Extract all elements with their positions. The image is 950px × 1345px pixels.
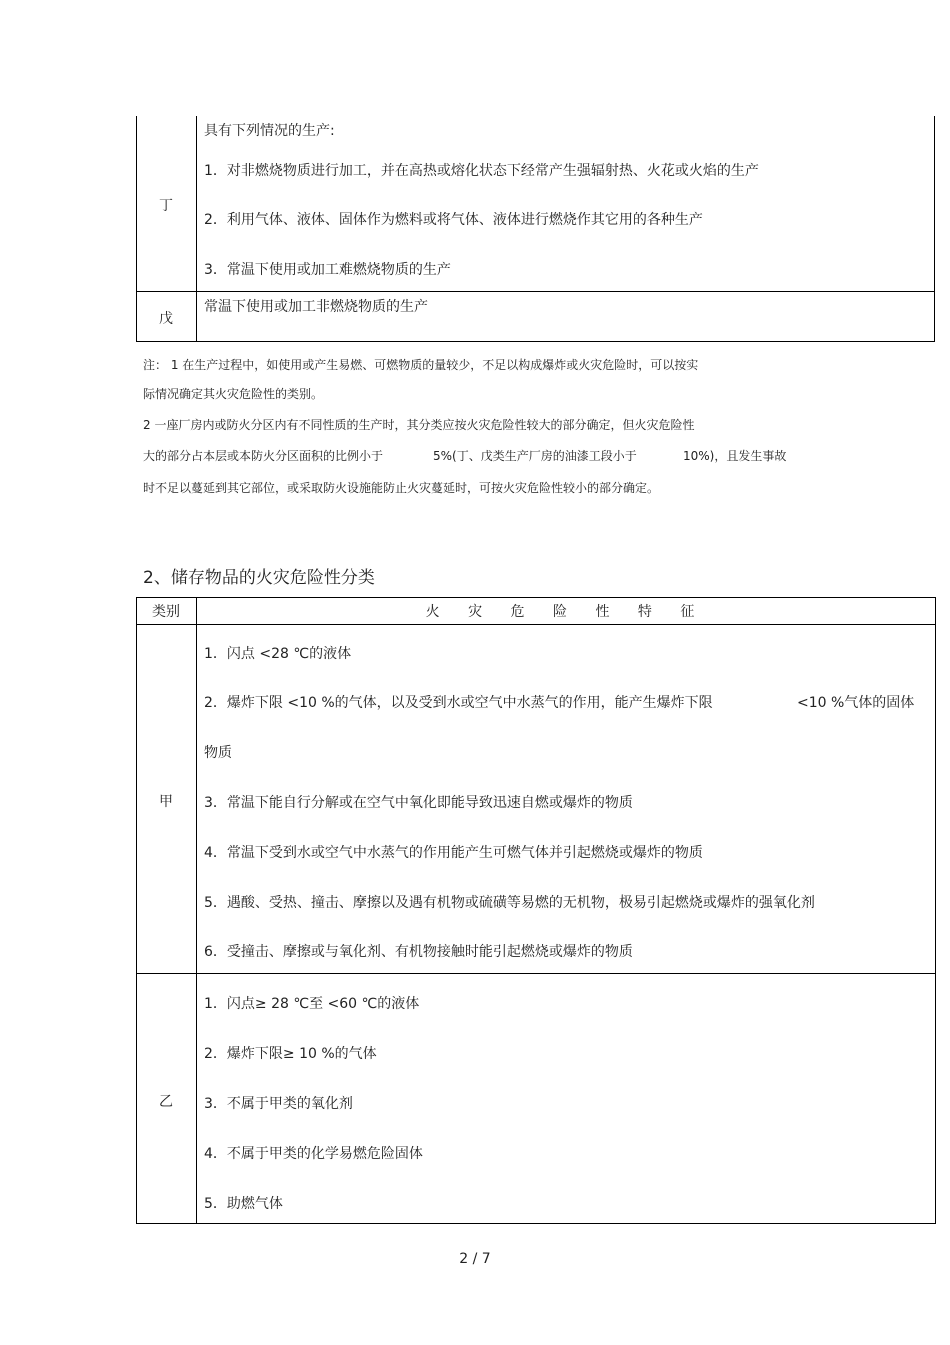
jia-item-1: 1．闪点 <28 ℃的液体	[204, 646, 352, 662]
header-category: 类别	[152, 604, 180, 620]
row-divider	[136, 973, 936, 974]
category-wu: 戊	[159, 311, 173, 327]
note-line-1: 注： 1 在生产过程中，如使用或产生易燃、可燃物质的量较少，不足以构成爆炸或火灾危险时，可以按实	[143, 358, 699, 372]
yi-item-4: 4．不属于甲类的化学易燃危险固体	[204, 1146, 423, 1162]
yi-item-5: 5．助燃气体	[204, 1196, 283, 1212]
note-line-5: 时不足以蔓延到其它部位，或采取防火设施能防止火灾蔓延时，可按火灾危险性较小的部分确定。	[143, 481, 660, 495]
jia-item-5: 5．遇酸、受热、撞击、摩擦以及遇有机物或硫磺等易燃的无机物，极易引起燃烧或爆炸的强氧化剂	[204, 895, 815, 911]
ding-intro: 具有下列情况的生产:	[204, 123, 335, 139]
yi-item-2: 2．爆炸下限≥ 10 %的气体	[204, 1046, 377, 1062]
category-yi: 乙	[159, 1094, 173, 1110]
jia-item-3: 3．常温下能自行分解或在空气中氧化即能导致迅速自燃或爆炸的物质	[204, 795, 633, 811]
header-divider	[136, 624, 936, 625]
category-jia: 甲	[159, 794, 173, 810]
row-divider	[136, 291, 935, 292]
jia-item-2: 2．爆炸下限 <10 %的气体，以及受到水或空气中水蒸气的作用，能产生爆炸下限	[204, 695, 713, 711]
ding-item-1: 1．对非燃烧物质进行加工，并在高热或熔化状态下经常产生强辐射热、火花或火焰的生产	[204, 163, 759, 179]
note-line-2: 际情况确定其火灾危险性的类别。	[143, 387, 324, 401]
header-features: 火 灾 危 险 性 特 征	[425, 604, 707, 620]
jia-item-4: 4．常温下受到水或空气中水蒸气的作用能产生可燃气体并引起燃烧或爆炸的物质	[204, 845, 703, 861]
section-title: 2、储存物品的火灾危险性分类	[143, 568, 375, 588]
wu-item-1: 常温下使用或加工非燃烧物质的生产	[204, 299, 428, 315]
ding-item-3: 3．常温下使用或加工难燃烧物质的生产	[204, 262, 451, 278]
page-number: 2 / 7	[459, 1251, 491, 1267]
column-divider	[196, 597, 197, 1224]
note-line-3: 2 一座厂房内或防火分区内有不同性质的生产时，其分类应按火灾危险性较大的部分确定，但火灾危险性	[143, 418, 695, 432]
note-line-4c: 10%)，且发生事故	[683, 449, 787, 463]
jia-item-2-wrap: 物质	[204, 745, 232, 761]
category-ding: 丁	[159, 198, 173, 214]
jia-item-2-cont: <10 %气体的固体	[797, 695, 915, 711]
ding-item-2: 2．利用气体、液体、固体作为燃料或将气体、液体进行燃烧作其它用的各种生产	[204, 212, 703, 228]
note-line-4b: 5%(丁、戊类生产厂房的油漆工段小于	[433, 449, 637, 463]
yi-item-3: 3．不属于甲类的氧化剂	[204, 1096, 353, 1112]
yi-item-1: 1．闪点≥ 28 ℃至 <60 ℃的液体	[204, 996, 420, 1012]
column-divider	[196, 116, 197, 342]
note-line-4a: 大的部分占本层或本防火分区面积的比例小于	[143, 449, 384, 463]
jia-item-6: 6．受撞击、摩擦或与氧化剂、有机物接触时能引起燃烧或爆炸的物质	[204, 944, 633, 960]
